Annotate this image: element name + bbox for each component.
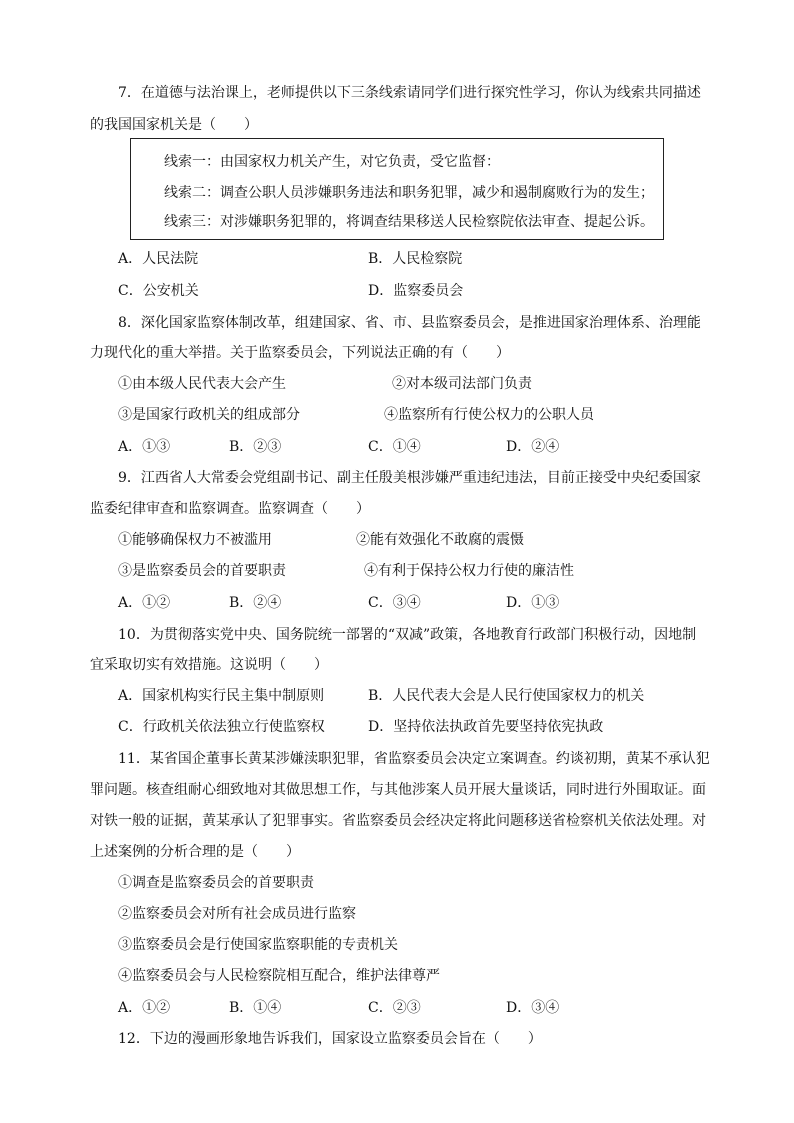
question-8-statement-2: ②对本级司法部门负责 — [392, 376, 532, 392]
clue-1: 线索一：由国家权力机关产生，对它负责，受它监督： — [164, 154, 500, 170]
question-8-option-c: C．①④ — [368, 439, 421, 455]
question-10-option-a: A．国家机构实行民主集中制原则 — [118, 688, 325, 704]
question-7-option-b: B．人民检察院 — [368, 251, 463, 267]
question-11-statement-2: ②监察委员会对所有社会成员进行监察 — [118, 906, 356, 922]
question-11-option-a: A．①② — [118, 1000, 171, 1016]
question-9-stem-line-1: 9．江西省人大常委会党组副书记、副主任殷美根涉嫌严重违纪违法，目前正接受中央纪委国家 — [118, 470, 701, 486]
question-9-option-b: B．②④ — [229, 595, 282, 611]
question-11-statement-1: ①调查是监察委员会的首要职责 — [118, 875, 314, 891]
question-8-statement-3: ③是国家行政机关的组成部分 — [118, 407, 300, 423]
question-10-stem-line-2: 宜采取切实有效措施。这说明（ ） — [90, 657, 328, 673]
question-10-option-b: B．人民代表大会是人民行使国家权力的机关 — [368, 688, 645, 704]
question-10-option-c: C．行政机关依法独立行使监察权 — [118, 719, 325, 735]
question-8-stem-line-1: 8．深化国家监察体制改革，组建国家、省、市、县监察委员会，是推进国家治理体系、治理能 — [118, 315, 701, 331]
question-8-statement-4: ④监察所有行使公权力的公职人员 — [384, 407, 594, 423]
question-7-option-c: C．公安机关 — [118, 283, 199, 299]
question-11-stem-line-1: 11．某省国企董事长黄某涉嫌渎职犯罪，省监察委员会决定立案调查。约谈初期，黄某不承认犯 — [118, 751, 710, 767]
question-7-option-a: A．人民法院 — [118, 251, 199, 267]
question-11-stem-line-2: 罪问题。核查组耐心细致地对其做思想工作，与其他涉案人员开展大量谈话，同时进行外围取证。面 — [90, 782, 706, 798]
question-9-stem-line-2: 监委纪律审查和监察调查。监察调查（ ） — [90, 501, 370, 517]
question-9-statement-4: ④有利于保持公权力行使的廉洁性 — [364, 563, 574, 579]
question-7-stem-line-2: 的我国国家机关是（ ） — [90, 117, 258, 133]
question-8-stem-line-2: 力现代化的重大举措。关于监察委员会，下列说法正确的有（ ） — [90, 345, 510, 361]
question-8-option-d: D．②④ — [506, 439, 560, 455]
question-7-stem-line-1: 7．在道德与法治课上，老师提供以下三条线索请同学们进行探究性学习，你认为线索共同描述 — [118, 85, 701, 101]
question-11-option-c: C．②③ — [368, 1000, 421, 1016]
question-11-option-d: D．③④ — [506, 1000, 560, 1016]
question-8-statement-1: ①由本级人民代表大会产生 — [118, 376, 286, 392]
question-10-option-d: D．坚持依法执政首先要坚持依宪执政 — [368, 719, 604, 735]
question-11-stem-line-3: 对铁一般的证据，黄某承认了犯罪事实。省监察委员会经决定将此问题移送省检察机关依法处理。对 — [90, 813, 706, 829]
question-9-option-a: A．①② — [118, 595, 171, 611]
clue-3: 线索三：对涉嫌职务犯罪的，将调查结果移送人民检察院依法审查、提起公诉。 — [164, 214, 654, 230]
question-9-option-d: D．①③ — [506, 595, 560, 611]
question-9-option-c: C．③④ — [368, 595, 421, 611]
question-9-statement-2: ②能有效强化不敢腐的震慑 — [356, 532, 524, 548]
question-8-option-a: A．①③ — [118, 439, 171, 455]
question-12-stem-line-1: 12．下边的漫画形象地告诉我们，国家设立监察委员会旨在（ ） — [118, 1031, 542, 1047]
question-10-stem-line-1: 10．为贯彻落实党中央、国务院统一部署的“双减”政策，各地教育行政部门积极行动，因地制 — [118, 627, 697, 643]
question-9-statement-3: ③是监察委员会的首要职责 — [118, 563, 286, 579]
clue-2: 线索二：调查公职人员涉嫌职务违法和职务犯罪，减少和遏制腐败行为的发生； — [164, 185, 654, 201]
question-9-statement-1: ①能够确保权力不被滥用 — [118, 532, 272, 548]
question-11-statement-4: ④监察委员会与人民检察院相互配合，维护法律尊严 — [118, 968, 440, 984]
question-7-option-d: D．监察委员会 — [368, 283, 464, 299]
question-8-option-b: B．②③ — [229, 439, 282, 455]
question-11-option-b: B．①④ — [229, 1000, 282, 1016]
question-11-statement-3: ③监察委员会是行使国家监察职能的专责机关 — [118, 937, 398, 953]
question-11-stem-line-4: 上述案例的分析合理的是（ ） — [90, 844, 300, 860]
